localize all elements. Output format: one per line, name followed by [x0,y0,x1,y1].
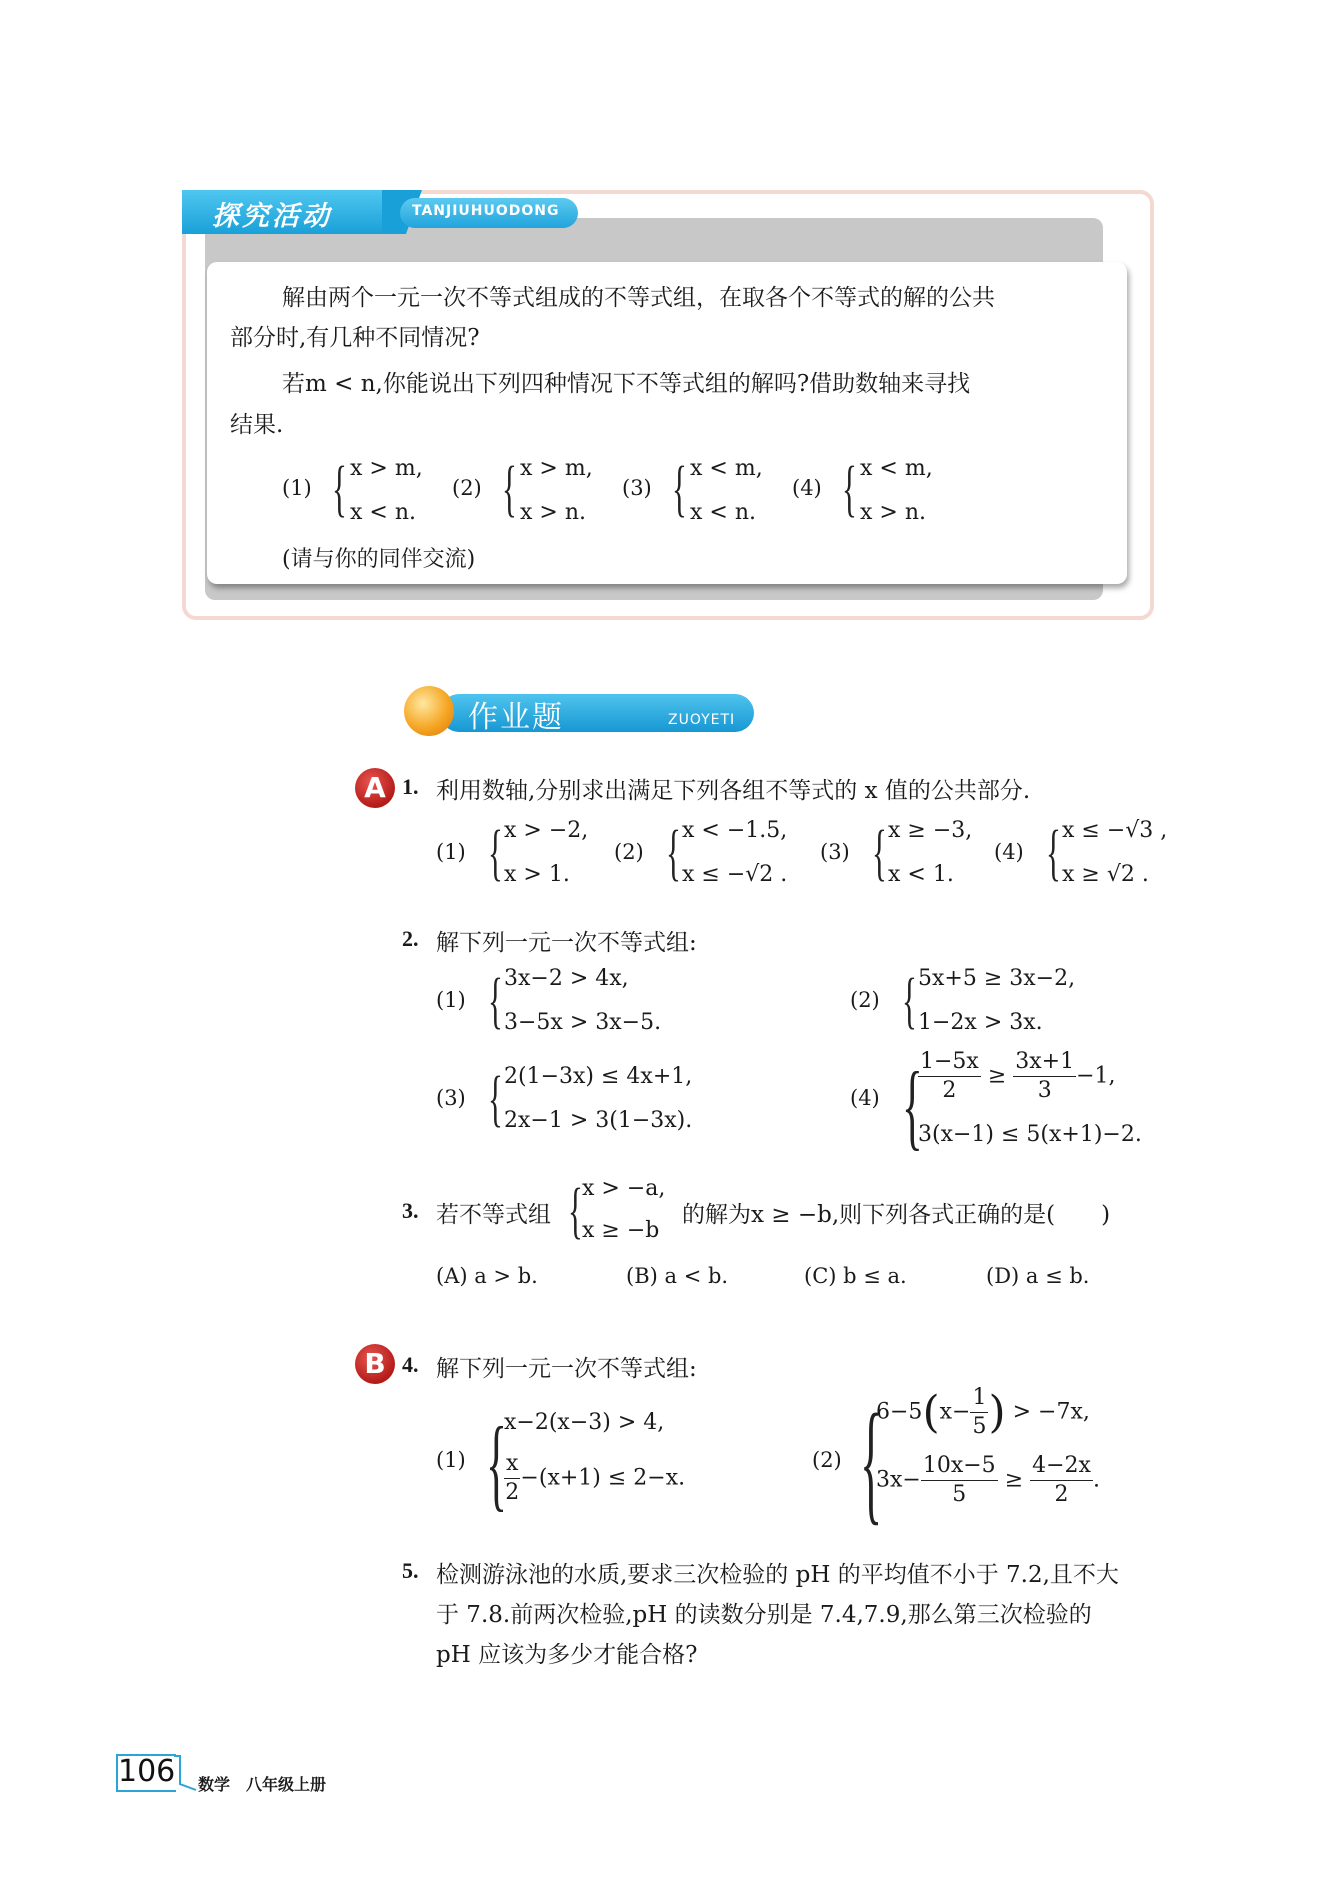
brace-icon: { [488,819,503,887]
fraction: $\frac{4-2x}{2}$ [1032,1453,1091,1507]
homework-title: 作业题 [468,700,564,735]
book-title: 数学 八年级上册 [198,1775,327,1794]
q3-text-a: 若不等式组 [436,1202,551,1228]
homework-orb-icon [404,686,454,736]
q2-item-3-line1: 2(1−3x) ≤ 4x+1, [504,1064,693,1089]
q2-item-2-label: (2) [850,988,880,1012]
q1-item-2-label: (2) [614,840,644,864]
brace-icon: { [872,819,887,887]
brace-icon: { [488,1065,503,1133]
q3-option-d: (D) a ≤ b. [986,1264,1090,1288]
explore-para2-line2: 结果. [230,412,284,438]
explore-case-2-line2: x > n. [520,500,586,525]
q4-item-1-line1: x−2(x−3) > 4, [504,1410,665,1435]
q4-number: 4. [402,1352,419,1377]
brace-icon: { [486,1406,507,1521]
q4-text: 解下列一元一次不等式组: [436,1356,697,1382]
q1-item-1-line2: x > 1. [504,862,570,887]
q1-item-1-line1: x > −2, [504,818,589,843]
brace-icon: { [860,1387,883,1537]
q1-item-2-line1: x < −1.5, [682,818,788,843]
explore-case-3-line2: x < n. [690,500,756,525]
explore-case-4-line2: x > n. [860,500,926,525]
q4-item-2-line2: 3x− $\frac{10x-5}{5}$ ≥ $\frac{4-2x}{2}$ . [876,1453,1100,1507]
fraction: $\frac{x}{2}$ [505,1451,520,1505]
q1-item-3-label: (3) [820,840,850,864]
q3-option-a: (A) a > b. [436,1264,538,1288]
q3-option-c: (C) b ≤ a. [804,1264,907,1288]
homework-subtitle: ZUOYETI [668,712,736,728]
explore-case-3-line1: x < m, [690,456,763,481]
fraction: $\frac{1-5x}{2}$ [920,1049,979,1103]
page-tab-arrow-icon [174,1754,198,1794]
q2-item-4-line1: $\frac{1-5x}{2}$ ≥ $\frac{3x+1}{3}$ −1, [920,1049,1116,1103]
paren-right: ) [988,1387,1006,1438]
explore-case-2-label: (2) [452,476,482,500]
q2-item-1-label: (1) [436,988,466,1012]
q1-item-2-line2: x ≤ −√2 . [682,862,788,887]
q3-line2: x ≥ −b [582,1218,660,1243]
q1-text: 利用数轴,分别求出满足下列各组不等式的 x 值的公共部分. [436,778,1031,804]
explore-para1-line1: 解由两个一元一次不等式组成的不等式组，在取各个不等式的解的公共 [282,285,995,311]
q1-item-3-line1: x ≥ −3, [888,818,973,843]
fraction: $\frac{1}{5}$ [972,1385,987,1439]
level-b-badge: B [355,1344,395,1384]
explore-case-1-line2: x < n. [350,500,416,525]
q2-item-2-line2: 1−2x > 3x. [918,1010,1043,1035]
q3-option-b: (B) a < b. [626,1264,729,1288]
q5-line1: 检测游泳池的水质,要求三次检验的 pH 的平均值不小于 7.2,且不大 [436,1562,1119,1588]
brace-icon: { [672,455,687,523]
brace-icon: { [1046,819,1061,887]
brace-icon: { [332,455,347,523]
q2-item-1-line2: 3−5x > 3x−5. [504,1010,662,1035]
q2-item-1-line1: 3x−2 > 4x, [504,966,629,991]
paren-left: ( [922,1387,940,1438]
explore-subtitle: TANJIUHUODONG [412,203,560,219]
q3-text-b: 的解为x ≥ −b,则下列各式正确的是( ) [682,1202,1111,1228]
q2-item-3-line2: 2x−1 > 3(1−3x). [504,1108,693,1133]
q1-item-4-label: (4) [994,840,1024,864]
q2-item-2-line1: 5x+5 ≥ 3x−2, [918,966,1076,991]
brace-icon: { [902,967,917,1035]
brace-icon: { [902,1052,923,1159]
brace-icon: { [568,1177,583,1245]
q3-line1: x > −a, [582,1176,666,1201]
q2-item-4-line2: 3(x−1) ≤ 5(x+1)−2. [918,1122,1142,1147]
q4-item-2-line1: 6−5(x− $\frac{1}{5}$ ) > −7x, [876,1385,1090,1439]
explore-case-1-label: (1) [282,476,312,500]
q1-item-1-label: (1) [436,840,466,864]
q2-item-4-label: (4) [850,1086,880,1110]
explore-para1-line2: 部分时,有几种不同情况? [230,325,480,351]
q1-item-4-line1: x ≤ −√3 , [1062,818,1168,843]
brace-icon: { [502,455,517,523]
explore-case-4-label: (4) [792,476,822,500]
q1-item-4-line2: x ≥ √2 . [1062,862,1149,887]
q5-number: 5. [402,1558,419,1583]
q4-item-2-label: (2) [812,1448,842,1472]
explore-case-3-label: (3) [622,476,652,500]
q5-line3: pH 应该为多少才能合格? [436,1642,698,1668]
explore-note: (请与你的同伴交流) [282,547,476,572]
page-number: 106 [118,1754,176,1789]
explore-para2-line1: 若m < n,你能说出下列四种情况下不等式组的解吗?借助数轴来寻找 [282,371,971,397]
fraction: $\frac{3x+1}{3}$ [1015,1049,1075,1103]
brace-icon: { [488,967,503,1035]
q2-text: 解下列一元一次不等式组: [436,930,697,956]
q1-item-3-line2: x < 1. [888,862,954,887]
explore-case-2-line1: x > m, [520,456,593,481]
brace-icon: { [666,819,681,887]
q5-line2: 于 7.8.前两次检验,pH 的读数分别是 7.4,7.9,那么第三次检验的 [436,1602,1092,1628]
level-a-badge: A [355,768,395,808]
brace-icon: { [842,455,857,523]
q4-item-1-label: (1) [436,1448,466,1472]
q1-number: 1. [402,774,419,799]
fraction: $\frac{10x-5}{5}$ [922,1453,996,1507]
q4-item-1-line2: $\frac{x}{2}$ −(x+1) ≤ 2−x. [505,1451,686,1505]
explore-case-1-line1: x > m, [350,456,423,481]
explore-case-4-line1: x < m, [860,456,933,481]
q2-item-3-label: (3) [436,1086,466,1110]
q2-number: 2. [402,926,419,951]
explore-title: 探究活动 [212,201,332,232]
q3-number: 3. [402,1198,419,1223]
